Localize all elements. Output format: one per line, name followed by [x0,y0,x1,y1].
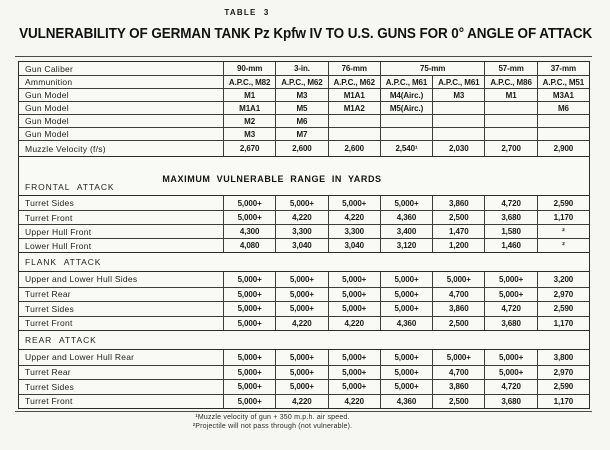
cell-value: 2,500 [432,211,484,224]
cell-value: 2,700 [484,141,536,156]
cell-value: 2,970 [537,288,589,302]
cell-value: M4(Airc.) [380,89,432,101]
cell-value: 5,000+ [328,350,380,365]
table-row [19,114,589,127]
cell-value: 2,670 [223,141,275,156]
cell-value: 2,590 [537,302,589,316]
row-label: Gun Model [25,116,69,126]
cell-value: 3,860 [432,302,484,316]
cell-value [537,128,589,140]
cell-value: 2,600 [328,141,380,156]
row-label: Upper and Lower Hull Rear [25,352,135,363]
cell-value: 1,170 [537,317,589,331]
cell-value: 5,000+ [380,302,432,316]
table-row [19,62,589,75]
cell-value: 5,000+ [380,272,432,287]
cell-value: 2,970 [537,366,589,380]
cell-value [484,128,536,140]
cell-value: 3,040 [328,239,380,252]
cell-value: 75-mm [380,62,485,75]
table-row [19,101,589,114]
cell-value: 3,120 [380,239,432,252]
cell-value: 2,600 [275,141,327,156]
cell-value: 5,000+ [484,288,536,302]
row-label: Turret Front [25,318,73,329]
cell-value: 2,900 [537,141,589,156]
cell-value [432,128,484,140]
cell-value: 4,700 [432,288,484,302]
cell-value: 3,300 [328,225,380,238]
table-row [19,75,589,88]
cell-value: 3,680 [484,317,536,331]
row-label: Turret Front [25,212,73,223]
cell-value: 3,400 [380,225,432,238]
cell-value: 5,000+ [223,380,275,394]
cell-value: M1A1 [223,102,275,114]
section-label: REAR ATTACK [25,335,97,345]
cell-value: 5,000+ [328,380,380,394]
cell-value: 5,000+ [484,350,536,365]
cell-value: 5,000+ [328,272,380,287]
row-label: Gun Model [25,103,69,113]
table-row [19,316,589,331]
top-rule [15,56,592,57]
cell-value: 76-mm [328,62,380,75]
cell-value: 4,720 [484,380,536,394]
cell-value: 4,300 [223,225,275,238]
cell-value: 4,700 [432,366,484,380]
cell-value: 5,000+ [223,211,275,224]
cell-value: 4,220 [275,317,327,331]
cell-value: 5,000+ [223,317,275,331]
cell-value: 5,000+ [432,272,484,287]
cell-value: 2,500 [432,317,484,331]
cell-value: 4,220 [328,317,380,331]
cell-value: 5,000+ [380,366,432,380]
cell-value: M7 [275,128,327,140]
cell-value [380,115,432,127]
cell-value: 57-mm [484,62,536,75]
cell-value: 3,300 [275,225,327,238]
cell-value: 5,000+ [223,272,275,287]
row-label: Gun Model [25,90,69,100]
cell-value: 37-mm [537,62,589,75]
cell-value: 1,460 [484,239,536,252]
cell-value [380,128,432,140]
cell-value: 5,000+ [223,302,275,316]
cell-value: 4,360 [380,395,432,409]
table-row [19,196,589,210]
footnote-line: ²Projectile will not pass through (not vulnerable). [192,423,353,430]
table-row [19,350,589,365]
cell-value: 5,000+ [275,302,327,316]
cell-value: 3,860 [432,380,484,394]
cell-value: 2,030 [432,141,484,156]
cell-value: M2 [223,115,275,127]
row-label: Gun Caliber [25,63,74,74]
cell-value: 5,000+ [380,196,432,210]
table-row [19,365,589,380]
cell-value: 3,860 [432,196,484,210]
cell-value: 1,170 [537,395,589,409]
cell-value: A.P.C., M61 [432,76,484,88]
section-band [19,330,589,350]
table-row [19,379,589,394]
cell-value: 2,500 [432,395,484,409]
cell-value [537,115,589,127]
table-row [19,394,589,409]
row-label: Upper Hull Front [25,226,92,237]
row-label: Upper and Lower Hull Sides [25,274,138,285]
cell-value: 3,800 [537,350,589,365]
row-label: Turret Rear [25,289,71,300]
cell-value: M1 [484,89,536,101]
cell-value: 4,360 [380,317,432,331]
cell-value: A.P.C., M82 [223,76,275,88]
cell-value: 4,720 [484,302,536,316]
footnote-line: ¹Muzzle velocity of gun + 350 m.p.h. air speed. [195,414,350,421]
cell-value: 3-in. [275,62,327,75]
cell-value: 5,000+ [380,350,432,365]
row-label: Turret Front [25,396,73,407]
table-number-label: TABLE 3 [224,8,270,17]
cell-value: 5,000+ [275,272,327,287]
table-row [19,88,589,101]
cell-value [328,115,380,127]
cell-value: 3,680 [484,211,536,224]
table-row [19,224,589,238]
cell-value: 5,000+ [223,366,275,380]
page-title: VULNERABILITY OF GERMAN TANK Pz Kpfw IV TO U.S. GUNS FOR 0° ANGLE OF ATTACK [19,26,593,42]
cell-value [432,102,484,114]
section-band [19,252,589,272]
row-label: Lower Hull Front [25,240,92,251]
cell-value: M5 [275,102,327,114]
cell-value: ² [537,225,589,238]
section-band [19,156,589,196]
cell-value [484,115,536,127]
cell-value: 2,590 [537,196,589,210]
cell-value: M3 [275,89,327,101]
cell-value: 5,000+ [275,350,327,365]
footnotes [0,413,545,431]
table-row [19,140,589,156]
cell-value: 4,720 [484,196,536,210]
range-heading: MAXIMUM VULNERABLE RANGE IN YARDS [162,174,382,184]
cell-value: A.P.C., M86 [484,76,536,88]
table-row [19,210,589,224]
cell-value: 4,220 [275,395,327,409]
cell-value: 5,000+ [328,196,380,210]
row-label: Gun Model [25,129,69,139]
cell-value: 5,000+ [328,288,380,302]
section-label: FRONTAL ATTACK [25,182,115,192]
cell-value: 1,580 [484,225,536,238]
table-row [19,272,589,287]
cell-value: 2,540¹ [380,141,432,156]
cell-value: 5,000+ [328,366,380,380]
cell-value: 4,360 [380,211,432,224]
bottom-rule [15,411,592,412]
cell-value: A.P.C., M62 [328,76,380,88]
cell-value: 5,000+ [275,288,327,302]
cell-value: 4,220 [328,211,380,224]
table-row [19,238,589,252]
cell-value: 3,680 [484,395,536,409]
cell-value: 3,200 [537,272,589,287]
cell-value: 5,000+ [275,380,327,394]
cell-value: 5,000+ [484,272,536,287]
cell-value: 5,000+ [484,366,536,380]
cell-value: ² [537,239,589,252]
cell-value: 4,080 [223,239,275,252]
cell-value: 5,000+ [275,366,327,380]
cell-value: 5,000+ [432,350,484,365]
vulnerability-table [18,61,590,409]
cell-value: 5,000+ [328,302,380,316]
row-label: Turret Sides [25,198,74,208]
cell-value: M1 [223,89,275,101]
row-label: Turret Sides [25,381,74,392]
cell-value [328,128,380,140]
cell-value: 1,170 [537,211,589,224]
cell-value: 4,220 [328,395,380,409]
cell-value: M3 [432,89,484,101]
row-label: Turret Sides [25,303,74,314]
cell-value: A.P.C., M62 [275,76,327,88]
table-row [19,287,589,302]
cell-value: 5,000+ [223,395,275,409]
cell-value: 5,000+ [275,196,327,210]
section-label: FLANK ATTACK [25,257,102,267]
cell-value: M6 [537,102,589,114]
cell-value: 3,040 [275,239,327,252]
cell-value: M1A2 [328,102,380,114]
cell-value: 4,220 [275,211,327,224]
cell-value: M6 [275,115,327,127]
cell-value: A.P.C., M51 [537,76,589,88]
cell-value: A.P.C., M61 [380,76,432,88]
cell-value [484,102,536,114]
row-label: Turret Rear [25,367,71,378]
row-label: Muzzle Velocity (f/s) [25,143,106,154]
cell-value: M1A1 [328,89,380,101]
cell-value: 5,000+ [380,380,432,394]
cell-value: M3A1 [537,89,589,101]
cell-value [432,115,484,127]
cell-value: 1,470 [432,225,484,238]
cell-value: 5,000+ [223,350,275,365]
cell-value: 90-mm [223,62,275,75]
row-label: Ammunition [25,77,73,87]
table-row [19,127,589,140]
cell-value: M3 [223,128,275,140]
cell-value: 5,000+ [380,288,432,302]
cell-value: 1,200 [432,239,484,252]
cell-value: 5,000+ [223,288,275,302]
table-row [19,301,589,316]
cell-value: M5(Airc.) [380,102,432,114]
cell-value: 5,000+ [223,196,275,210]
cell-value: 2,590 [537,380,589,394]
